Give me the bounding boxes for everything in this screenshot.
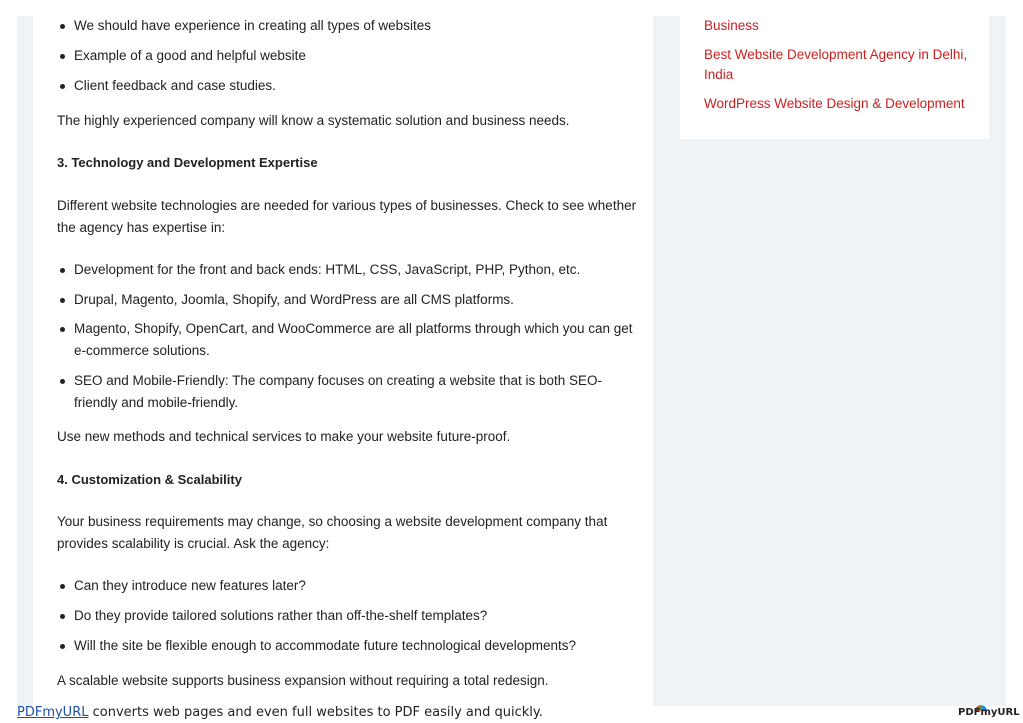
paragraph: Use new methods and technical services to make your website future-proof.: [57, 429, 511, 444]
paragraph: the agency has expertise in:: [57, 220, 226, 235]
pdfmyurl-link[interactable]: PDFmyURL: [17, 705, 89, 720]
section-heading-technology: 3. Technology and Development Expertise: [57, 155, 318, 170]
paragraph: The highly experienced company will know a systematic solution and business needs.: [57, 113, 570, 128]
list-item: Will the site be flexible enough to accommodate future technological developments?: [74, 635, 576, 657]
list-item: Magento, Shopify, OpenCart, and WooCommerce are all platforms through which you can get e-commerce solutions.: [74, 318, 634, 362]
list-item: Client feedback and case studies.: [74, 75, 276, 97]
section-heading-scalability: 4. Customization & Scalability: [57, 472, 242, 487]
sidebar-link-wordpress[interactable]: WordPress Website Design & Development: [704, 96, 965, 111]
footer-note: [17, 704, 543, 722]
sidebar-link-business[interactable]: Business: [704, 18, 759, 33]
list-item: Drupal, Magento, Joomla, Shopify, and WordPress are all CMS platforms.: [74, 289, 514, 311]
footer-text: converts web pages and even full websites to PDF easily and quickly.: [88, 705, 543, 720]
list-item: Development for the front and back ends: HTML, CSS, JavaScript, PHP, Python, etc.: [74, 259, 580, 281]
list-item: SEO and Mobile-Friendly: The company focuses on creating a website that is both SEO-friendly and mobile-friendly.: [74, 370, 634, 414]
pdfmyurl-logo: PDFmyURL: [958, 707, 1020, 718]
list-item: We should have experience in creating all types of websites: [74, 15, 431, 37]
paragraph: provides scalability is crucial. Ask the agency:: [57, 536, 330, 551]
paragraph: A scalable website supports business expansion without requiring a total redesign.: [57, 673, 549, 688]
list-item: Do they provide tailored solutions rather than off-the-shelf templates?: [74, 605, 487, 627]
paragraph: Your business requirements may change, so choosing a website development company that: [57, 514, 608, 529]
list-item: Can they introduce new features later?: [74, 575, 306, 597]
paragraph: Different website technologies are needed for various types of businesses. Check to see whether: [57, 198, 637, 213]
sidebar-link-delhi-agency[interactable]: Best Website Development Agency in Delhi, India: [704, 47, 968, 82]
list-item: Example of a good and helpful website: [74, 45, 306, 67]
